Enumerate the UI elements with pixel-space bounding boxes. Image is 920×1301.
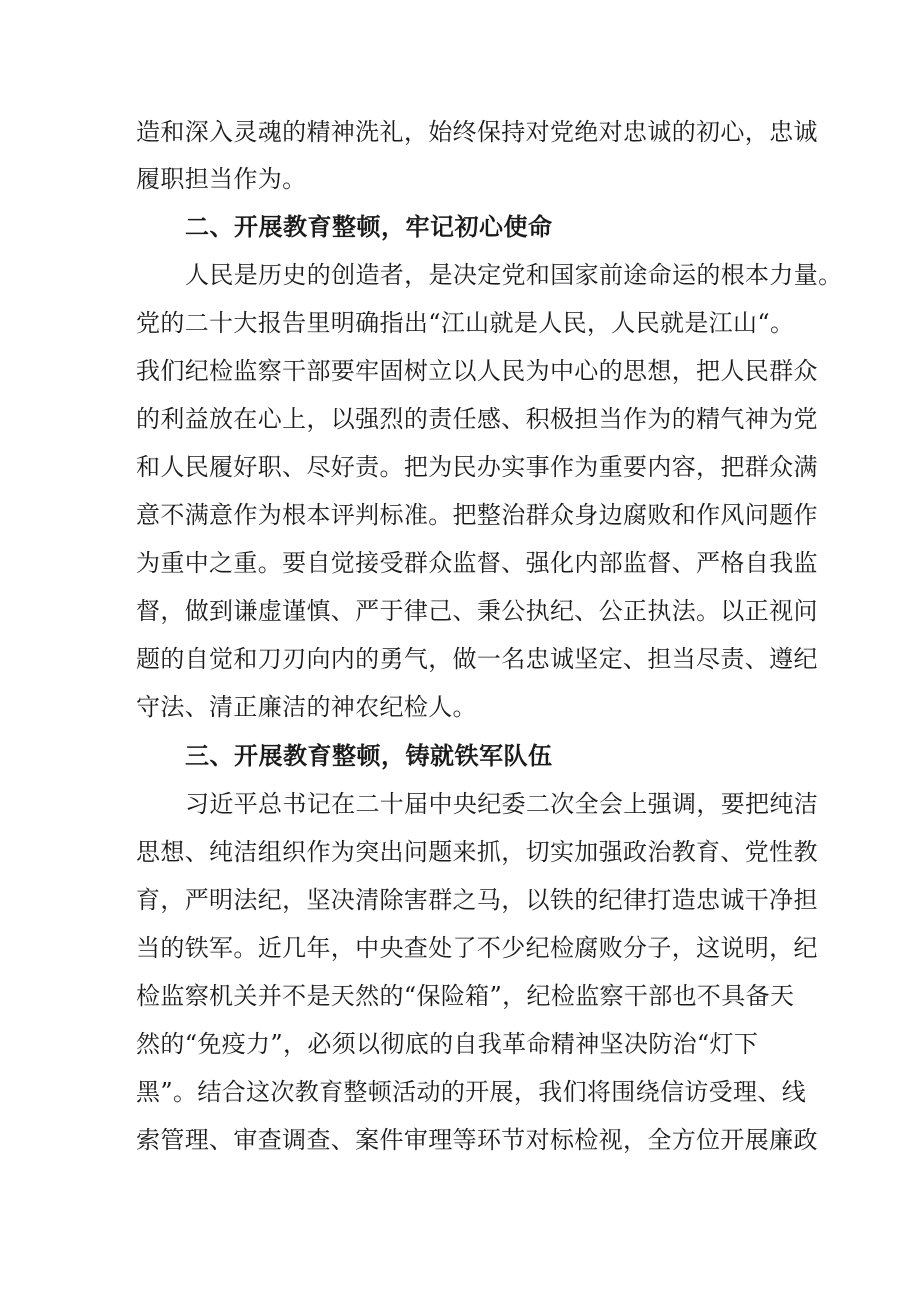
body-line: 题的自觉和刀刃向内的勇气，做一名忠诚坚定、担当尽责、遵纪 [136,645,818,673]
body-line: 督，做到谦虚谨慎、严于律己、秉公执纪、公正执法。以正视问 [136,597,818,625]
section-heading-3: 三、开展教育整顿，铸就铁军队伍 [185,742,553,770]
body-line: 习近平总书记在二十届中央纪委二次全会上强调，要把纯洁 [185,790,819,818]
body-line: 人民是历史的创造者，是决定党和国家前途命运的根本力量。 [185,261,843,289]
body-line: 黑”。结合这次教育整顿活动的开展，我们将围绕信访受理、线 [136,1078,807,1106]
section-heading-2: 二、开展教育整顿，牢记初心使命 [185,213,553,241]
body-line: 索管理、审查调查、案件审理等环节对标检视，全方位开展廉政 [136,1126,818,1154]
body-line: 当的铁军。近几年，中央查处了不少纪检腐败分子，这说明，纪 [136,934,818,962]
body-line: 我们纪检监察干部要牢固树立以人民为中心的思想，把人民群众 [136,357,818,385]
body-line: 育，严明法纪，坚决清除害群之马，以铁的纪律打造忠诚干净担 [136,886,818,914]
body-line: 守法、清正廉洁的神农纪检人。 [136,693,477,721]
body-line: 为重中之重。要自觉接受群众监督、强化内部监督、严格自我监 [136,549,818,577]
body-line: 思想、纯洁组织作为突出问题来抓，切实加强政治教育、党性教 [136,838,818,866]
body-line: 的利益放在心上，以强烈的责任感、积极担当作为的精气神为党 [136,405,818,433]
body-line: 党的二十大报告里明确指出“江山就是人民，人民就是江山“。 [136,309,795,337]
body-line: 造和深入灵魂的精神洗礼，始终保持对党绝对忠诚的初心，忠诚 [136,118,818,146]
body-line: 和人民履好职、尽好责。把为民办实事作为重要内容，把群众满 [136,453,818,481]
body-line: 意不满意作为根本评判标准。把整治群众身边腐败和作风问题作 [136,501,818,529]
body-line: 履职担当作为。 [136,165,307,193]
body-line: 然的“免疫力”，必须以彻底的自我革命精神坚决防治“灯下 [136,1030,759,1058]
body-line: 检监察机关并不是天然的“保险箱”，纪检监察干部也不具备天 [136,982,795,1010]
